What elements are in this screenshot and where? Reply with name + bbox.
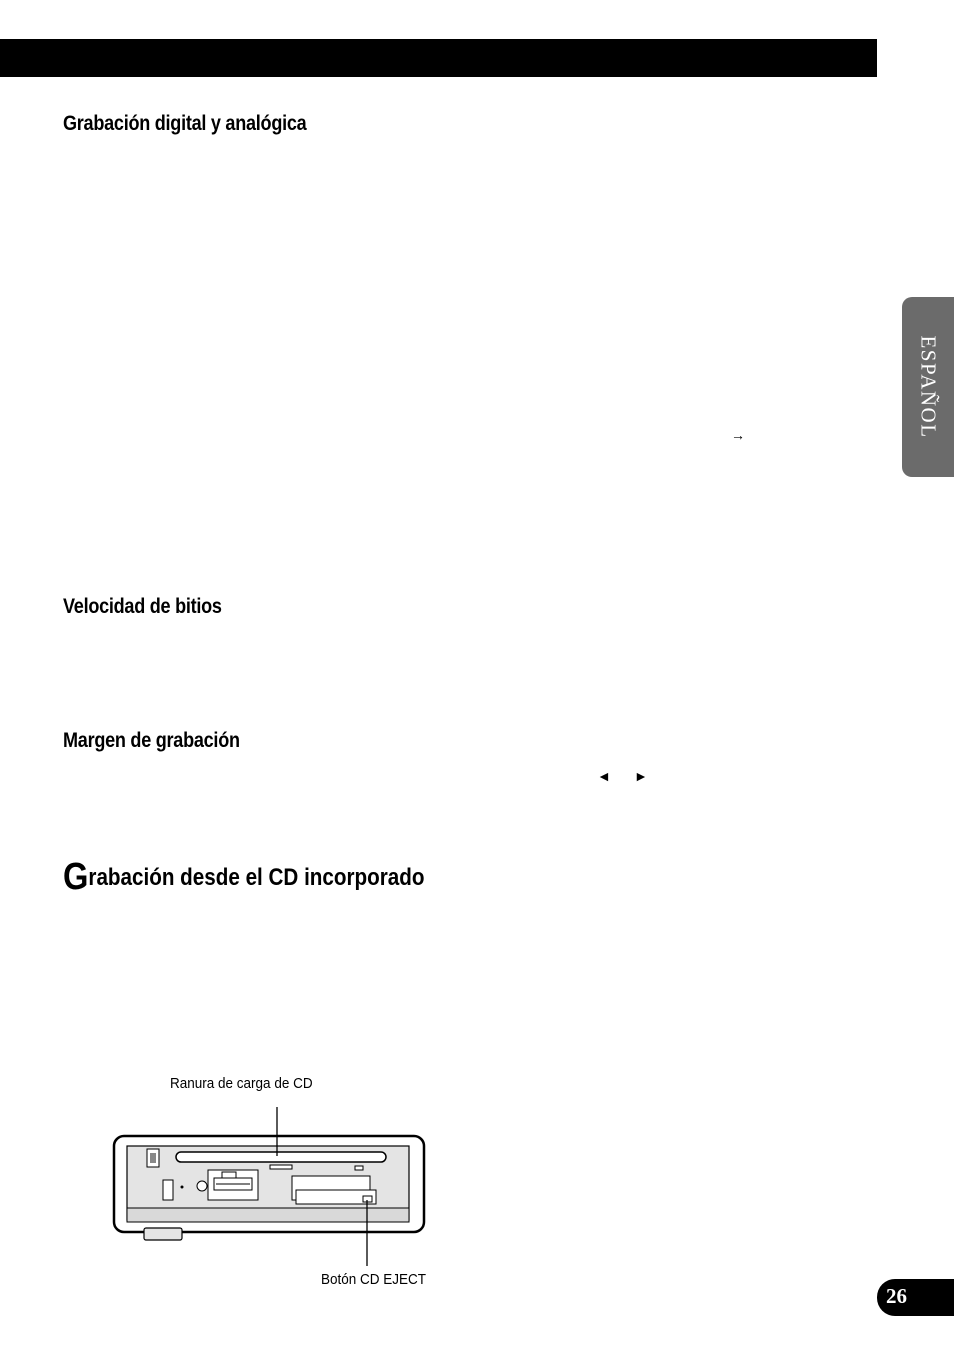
unit-foot [144,1228,182,1240]
unit-right-panel [292,1176,376,1204]
language-tab [902,297,954,477]
cd-eject-label: Botón CD EJECT [321,1271,427,1288]
cd-unit-illustration [100,1100,440,1270]
page-number-badge [877,1279,954,1316]
arrow-icon: → [731,427,745,443]
unit-body [114,1136,424,1232]
heading-digital-analog-recording: Grabación digital y analógica [63,112,307,135]
right-triangle-icon: ► [634,768,648,784]
language-tab-label: ESPAÑOL [916,335,941,439]
heading-recording-margin: Margen de grabación [63,729,240,752]
section-title [63,858,424,896]
header-bar [0,39,877,77]
left-triangle-icon: ◄ [597,768,611,784]
heading-bit-rate: Velocidad de bitios [63,595,222,618]
page-number: 26 [886,1284,907,1308]
cd-slot-label: Ranura de carga de CD [170,1075,313,1092]
section-title-rest: rabación desde el CD incorporado [88,864,425,891]
section-title-initial: G [63,856,89,898]
